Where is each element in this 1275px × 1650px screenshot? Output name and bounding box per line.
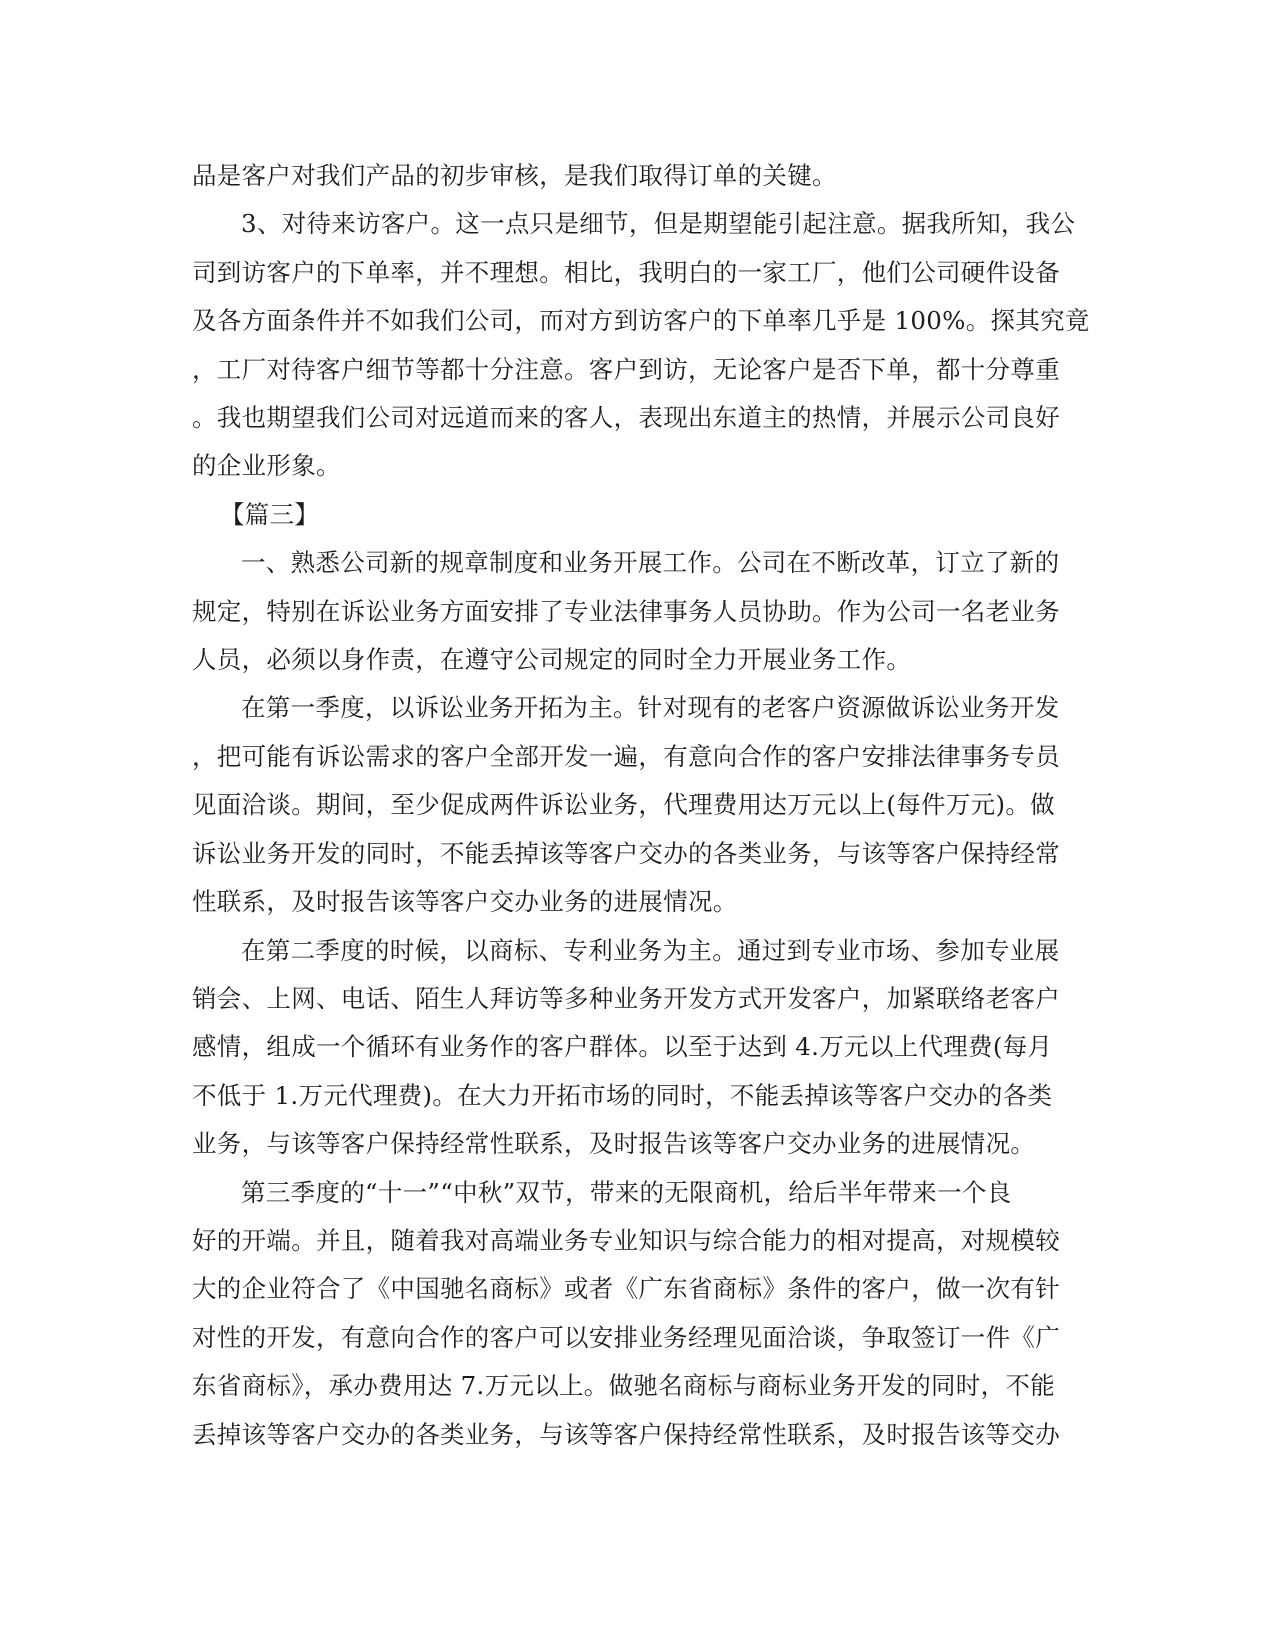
document-body (192, 152, 1090, 1459)
text-line: 丢掉该等客户交办的各类业务，与该等客户保持经常性联系，及时报告该等交办 (192, 1419, 1060, 1449)
text-line: 业务，与该等客户保持经常性联系，及时报告该等客户交办业务的进展情况。 (192, 1129, 1036, 1159)
text-line: 在第一季度，以诉讼业务开拓为主。针对现有的老客户资源做诉讼业务开发 (241, 693, 1060, 723)
text-line: 性联系，及时报告该等客户交办业务的进展情况。 (192, 887, 738, 917)
text-line: 品是客户对我们产品的初步审核，是我们取得订单的关键。 (192, 161, 837, 190)
text-line: 见面洽谈。期间，至少促成两件诉讼业务，代理费用达万元以上(每件万元)。做 (192, 790, 1055, 820)
text-line: 第三季度的“十一”“中秋”双节，带来的无限商机，给后半年带来一个良 (241, 1177, 1012, 1207)
text-line: 司到访客户的下单率，并不理想。相比，我明白的一家工厂，他们公司硬件设备 (192, 257, 1060, 287)
text-line: 及各方面条件并不如我们公司，而对方到访客户的下单率几乎是 100%。探其究竟 (192, 306, 1090, 336)
paragraph-continuation (192, 152, 1077, 200)
text-line: 对性的开发，有意向合作的客户可以安排业务经理见面洽谈，争取签订一件《广 (192, 1322, 1060, 1352)
text-line: 在第二季度的时候，以商标、专利业务为主。通过到专业市场、参加专业展 (241, 935, 1060, 965)
paragraph-visiting-clients (192, 200, 1090, 490)
paragraph-new-rules (192, 539, 1077, 684)
text-line: 的企业形象。 (192, 451, 341, 481)
text-line: ，工厂对待客户细节等都十分注意。客户到访，无论客户是否下单，都十分尊重 (192, 354, 1060, 384)
paragraph-q2 (192, 927, 1077, 1169)
text-line: 东省商标》，承办费用达 7.万元以上。做驰名商标与商标业务开发的同时，不能 (192, 1371, 1056, 1401)
text-line: 。我也期望我们公司对远道而来的客人，表现出东道主的热情，并展示公司良好 (192, 403, 1060, 433)
text-line: 人员，必须以身作责，在遵守公司规定的同时全力开展业务工作。 (192, 645, 912, 675)
text-line: 大的企业符合了《中国驰名商标》或者《广东省商标》条件的客户，做一次有针 (192, 1274, 1060, 1304)
text-line: 感情，组成一个循环有业务作的客户群体。以至于达到 4.万元以上代理费(每月 (192, 1032, 1053, 1062)
text-line: 一、熟悉公司新的规章制度和业务开展工作。公司在不断改革，订立了新的 (241, 548, 1060, 578)
text-line: 销会、上网、电话、陌生人拜访等多种业务开发方式开发客户，加紧联络老客户 (192, 983, 1060, 1013)
section-heading (192, 491, 1077, 539)
text-line: 规定，特别在诉讼业务方面安排了专业法律事务人员协助。作为公司一名老业务 (192, 596, 1060, 626)
text-line: 好的开端。并且，随着我对高端业务专业知识与综合能力的相对提高，对规模较 (192, 1225, 1060, 1255)
text-line: 3、对待来访客户。这一点只是细节，但是期望能引起注意。据我所知，我公 (241, 209, 1076, 239)
paragraph-q3 (192, 1169, 1077, 1459)
heading-text: 【篇三】 (220, 499, 320, 529)
text-line: ，把可能有诉讼需求的客户全部开发一遍，有意向合作的客户安排法律事务专员 (192, 741, 1060, 771)
text-line: 不低于 1.万元代理费)。在大力开拓市场的同时，不能丢掉该等客户交办的各类 (192, 1080, 1053, 1110)
text-line: 诉讼业务开发的同时，不能丢掉该等客户交办的各类业务，与该等客户保持经常 (192, 838, 1060, 868)
paragraph-q1 (192, 684, 1077, 926)
